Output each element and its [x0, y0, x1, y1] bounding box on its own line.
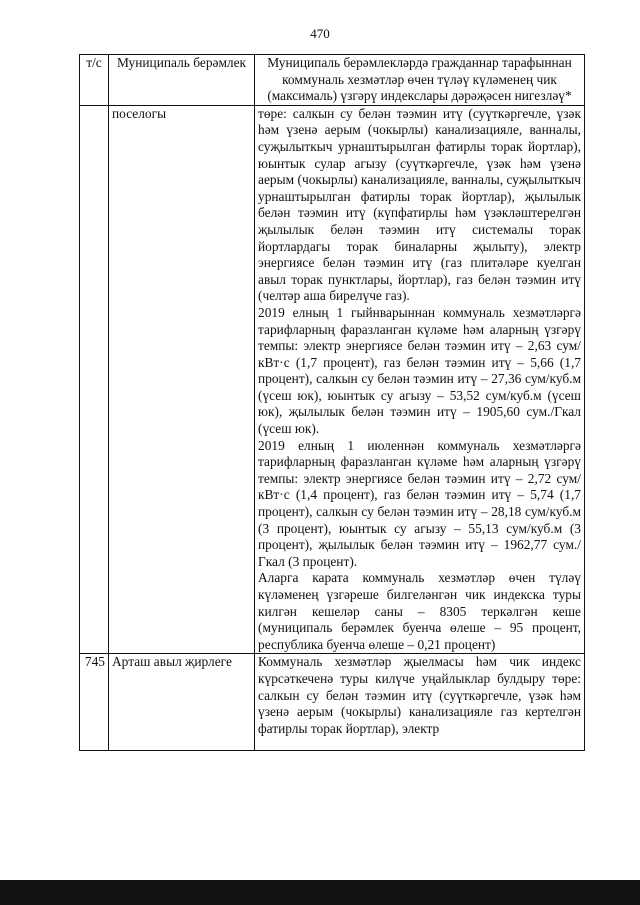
page-number: 470	[310, 26, 330, 41]
row-number	[80, 105, 109, 654]
row-number: 745	[80, 654, 109, 751]
table-row	[80, 654, 585, 751]
header-municipality: Муниципаль берәмлек	[109, 55, 255, 106]
tariff-table	[79, 54, 585, 751]
table-row	[80, 105, 585, 654]
justification-cell	[255, 654, 585, 751]
justification-cell	[255, 105, 585, 654]
municipality-name: Арташ авыл җирлеге	[109, 654, 255, 751]
table-header-row	[80, 55, 585, 106]
scan-border	[0, 880, 640, 905]
header-number: т/с	[80, 55, 109, 106]
paragraph: Коммуналь хезмәтләр җыелмасы һәм чик индекс күрсәткеченә туры килүче уңайлыклар булдыру төре: салкын су белән тәэмин итү (суүткәргечле, үзәк һәм үзенә аерым (чокырлы) канализацияле газ кертелгән фатирлы торак йортлар), электр	[258, 654, 581, 736]
municipality-name: поселогы	[109, 105, 255, 654]
paragraph: 2019 елның 1 гыйнварыннан коммуналь хезмәтләргә тарифларның фаразланган күләме һәм аларның үзгәрү темпы: электр энергиясе белән тәэмин итү – 2,63 сум/кВт·с (1,7 процент), газ белән тәэмин итү – 5,66 (1,7 процент), салкын су белән тәэмин итү – 27,36 сум/куб.м (үсеш юк), юынтык су агызу – 53,52 сум/куб.м (үсеш юк), җылылык белән тәэмин итү – 1905,60 сум./Гкал (үсеш юк).	[258, 304, 581, 437]
paragraph: төре: салкын су белән тәэмин итү (суүткәргечле, үзәк һәм үзенә аерым (чокырлы) канализацияле, ванналы, суҗылыткыч урнаштырылган фатирлы торак йортлар), юынтык сулар агызу (суүткәргечле, үзәк һәм үзенә аерым (чокырлы) канализацияле, ванналы, суҗылыткыч урнаштырылган фатирлы торак йортлар), җылылык белән тәэмин итү (күпфатирлы һәм үзәкләштерелгән җылылык белән тәэмин итү системалы торак йортлардагы торак биналарны җылыту), электр энергиясе белән тәэмин итү (газ плитәләре куелган авыл торак пунктлары, йортлар), газ белән тәэмин итү (челтәр аша бирелүче газ).	[258, 105, 581, 304]
header-justification: Муниципаль берәмлекләрдә гражданнар тарафыннан коммуналь хезмәтләр өчен түләү күләменең чик (максималь) үзгәрү индекслары дәрәҗәсен нигезләү*	[255, 55, 585, 106]
paragraph: 2019 елның 1 июленнән коммуналь хезмәтләргә тарифларның фаразланган күләме һәм аларның үзгәрү темпы: электр энергиясе белән тәэмин итү – 2,72 сум/кВт·с (1,4 процент), газ белән тәэмин итү – 5,74 (1,7 процент), салкын су белән тәэмин итү – 28,18 сум/куб.м (3 процент), юынтык су агызу – 55,13 сум/куб.м (3 процент), җылылык белән тәэмин итү – 1962,77 сум./Гкал (3 процент).	[258, 437, 581, 569]
paragraph: Аларга карата коммуналь хезмәтләр өчен түләү күләменең үзгәреше билгеләнгән чик индекска туры килгән кешеләр саны – 8305 теркәлгән кеше (муниципаль берәмлек буенча өлеше – 95 процент, республика буенча өлеше – 0,21 процент)	[258, 570, 581, 652]
